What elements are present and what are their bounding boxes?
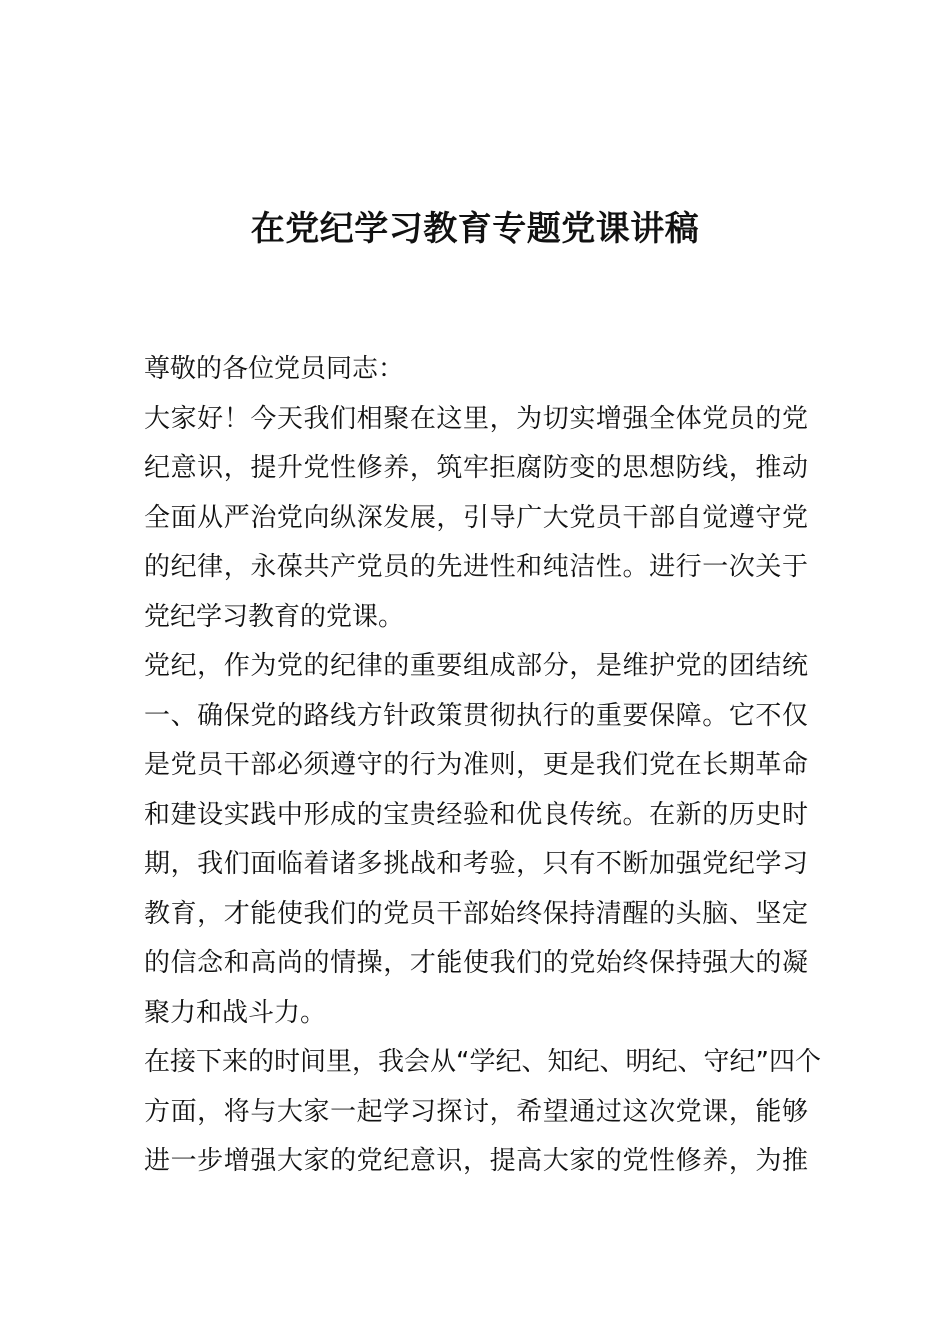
paragraph-1	[144, 395, 808, 643]
paragraph-line: 教育，才能使我们的党员干部始终保持清醒的头脑、坚定	[144, 898, 808, 929]
paragraph-line: 一、确保党的路线方针政策贯彻执行的重要保障。它不仅	[144, 700, 808, 731]
paragraph-line: 的信念和高尚的情操，才能使我们的党始终保持强大的凝	[144, 948, 808, 978]
paragraph-line: 全面从严治党向纵深发展，引导广大党员干部自觉遵守党	[144, 502, 808, 533]
paragraph-line: 和建设实践中形成的宝贵经验和优良传统。在新的历史时	[144, 799, 808, 830]
paragraph-line: 大家好！今天我们相聚在这里，为切实增强全体党员的党	[144, 403, 808, 434]
paragraph-line: 党纪，作为党的纪律的重要组成部分，是维护党的团结统	[144, 651, 808, 681]
paragraph-2	[144, 642, 808, 1038]
paragraph-line: 期，我们面临着诸多挑战和考验，只有不断加强党纪学习	[144, 849, 808, 879]
paragraph-3	[144, 1038, 821, 1187]
document-body	[144, 345, 821, 1187]
document-title: 在党纪学习教育专题党课讲稿	[250, 209, 700, 249]
paragraph-line: 进一步增强大家的党纪意识，提高大家的党性修养，为推	[144, 1146, 808, 1176]
paragraph-line: 在接下来的时间里，我会从“学纪、知纪、明纪、守纪”四个	[144, 1047, 821, 1077]
greeting-line: 尊敬的各位党员同志：	[144, 354, 405, 384]
paragraph-line: 方面，将与大家一起学习探讨，希望通过这次党课，能够	[144, 1096, 808, 1127]
paragraph-line: 纪意识，提升党性修养，筑牢拒腐防变的思想防线，推动	[144, 453, 808, 483]
paragraph-line: 是党员干部必须遵守的行为准则，更是我们党在长期革命	[144, 750, 808, 780]
paragraph-line: 聚力和战斗力。	[144, 997, 327, 1028]
paragraph-line: 的纪律，永葆共产党员的先进性和纯洁性。进行一次关于	[144, 552, 808, 582]
paragraph-line: 党纪学习教育的党课。	[144, 601, 405, 632]
